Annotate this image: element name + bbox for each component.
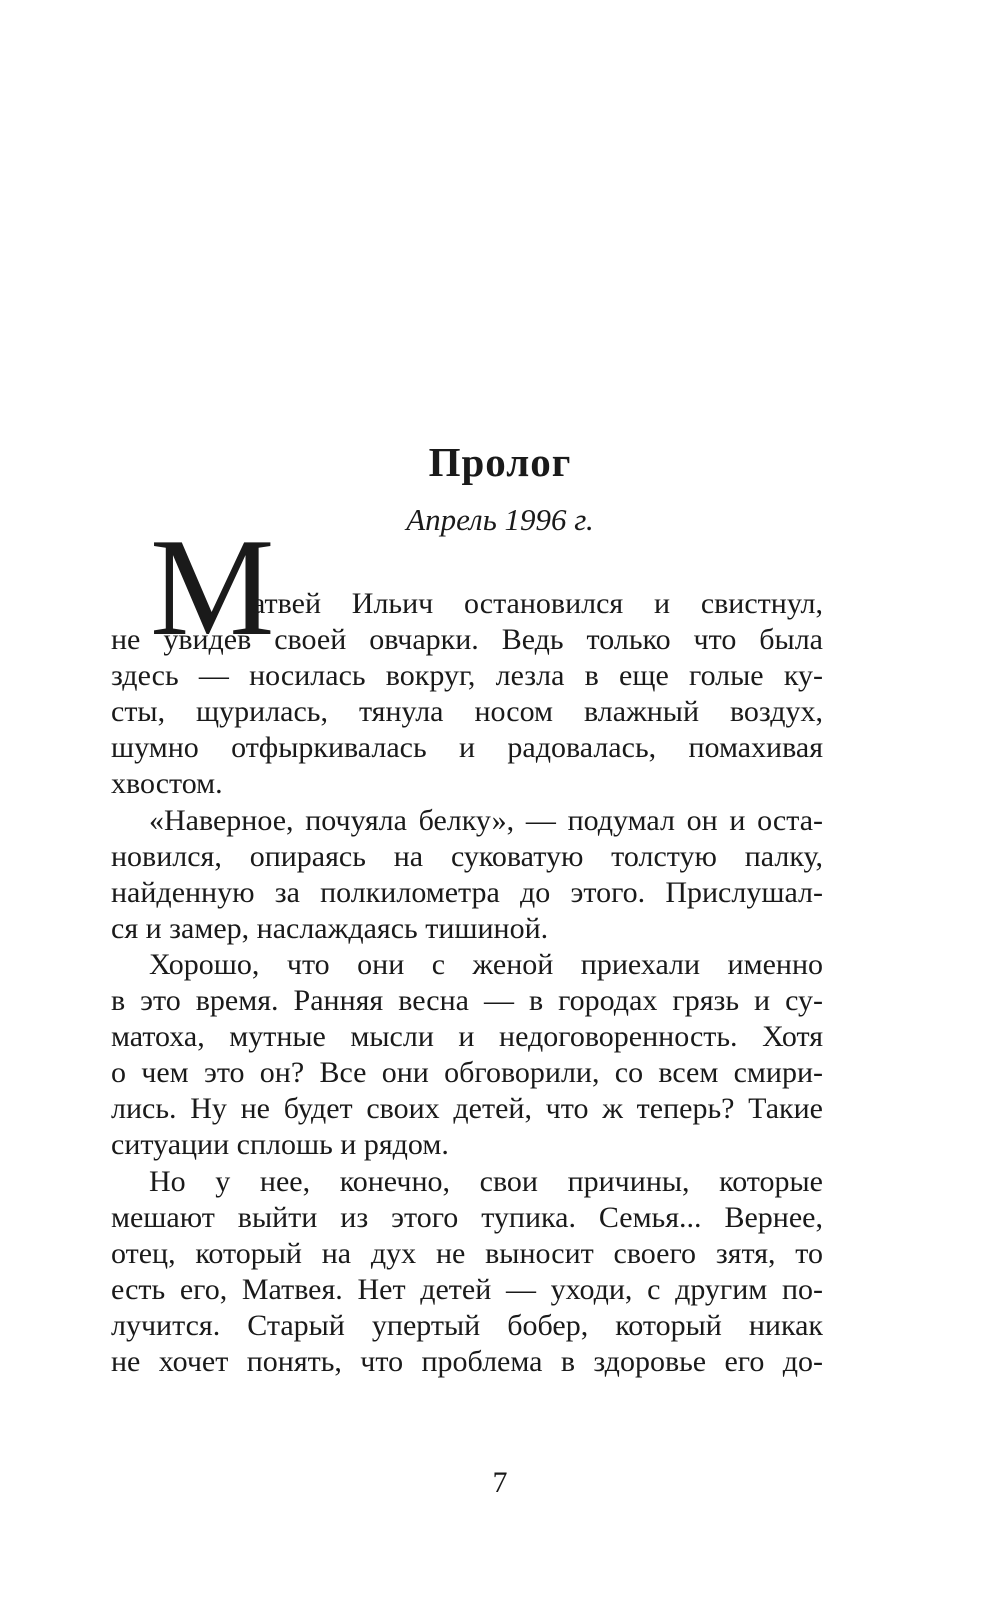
text-line: здесь — носилась вокруг, лезла в еще голые ку- <box>111 659 823 692</box>
text-line: не увидев своей овчарки. Ведь только что была <box>111 623 823 656</box>
text-line: не хочет понять, что проблема в здоровье его до- <box>111 1345 823 1378</box>
text-line: о чем это он? Все они обговорили, со всем смири- <box>111 1056 823 1089</box>
text-line: есть его, Матвея. Нет детей — уходи, с другим по- <box>111 1273 823 1306</box>
text-line: найденную за полкилометра до этого. Прислушал- <box>111 876 823 909</box>
page-number: 7 <box>492 1466 508 1499</box>
drop-cap-letter: М <box>150 510 273 665</box>
text-line: хвостом. <box>111 767 223 800</box>
text-line: лучится. Старый упертый бобер, который никак <box>111 1309 823 1342</box>
chapter-title: Пролог <box>428 439 572 485</box>
text-line: ся и замер, наслаждаясь тишиной. <box>111 912 549 945</box>
text-line: ситуации сплошь и рядом. <box>111 1128 449 1161</box>
text-line: атвей Ильич остановился и свистнул, <box>252 587 823 620</box>
text-line: лись. Ну не будет своих детей, что ж теперь? Такие <box>111 1092 823 1125</box>
text-line: матоха, мутные мысли и недоговоренность. Хотя <box>111 1020 823 1053</box>
text-line: мешают выйти из этого тупика. Семья... Вернее, <box>111 1201 823 1234</box>
text-line: Но у нее, конечно, свои причины, которые <box>149 1165 823 1198</box>
text-line: новился, опираясь на суковатую толстую палку, <box>111 840 823 873</box>
chapter-date: Апрель 1996 г. <box>406 502 594 537</box>
text-line: в это время. Ранняя весна — в городах грязь и су- <box>111 984 823 1017</box>
text-line: отец, который на дух не выносит своего зятя, то <box>111 1237 823 1270</box>
text-line: шумно отфыркивалась и радовалась, помахивая <box>111 731 823 764</box>
text-line: сты, щурилась, тянула носом влажный воздух, <box>111 695 823 728</box>
text-line: «Наверное, почуяла белку», — подумал он и оста- <box>149 804 823 837</box>
text-line: Хорошо, что они с женой приехали именно <box>149 948 823 981</box>
